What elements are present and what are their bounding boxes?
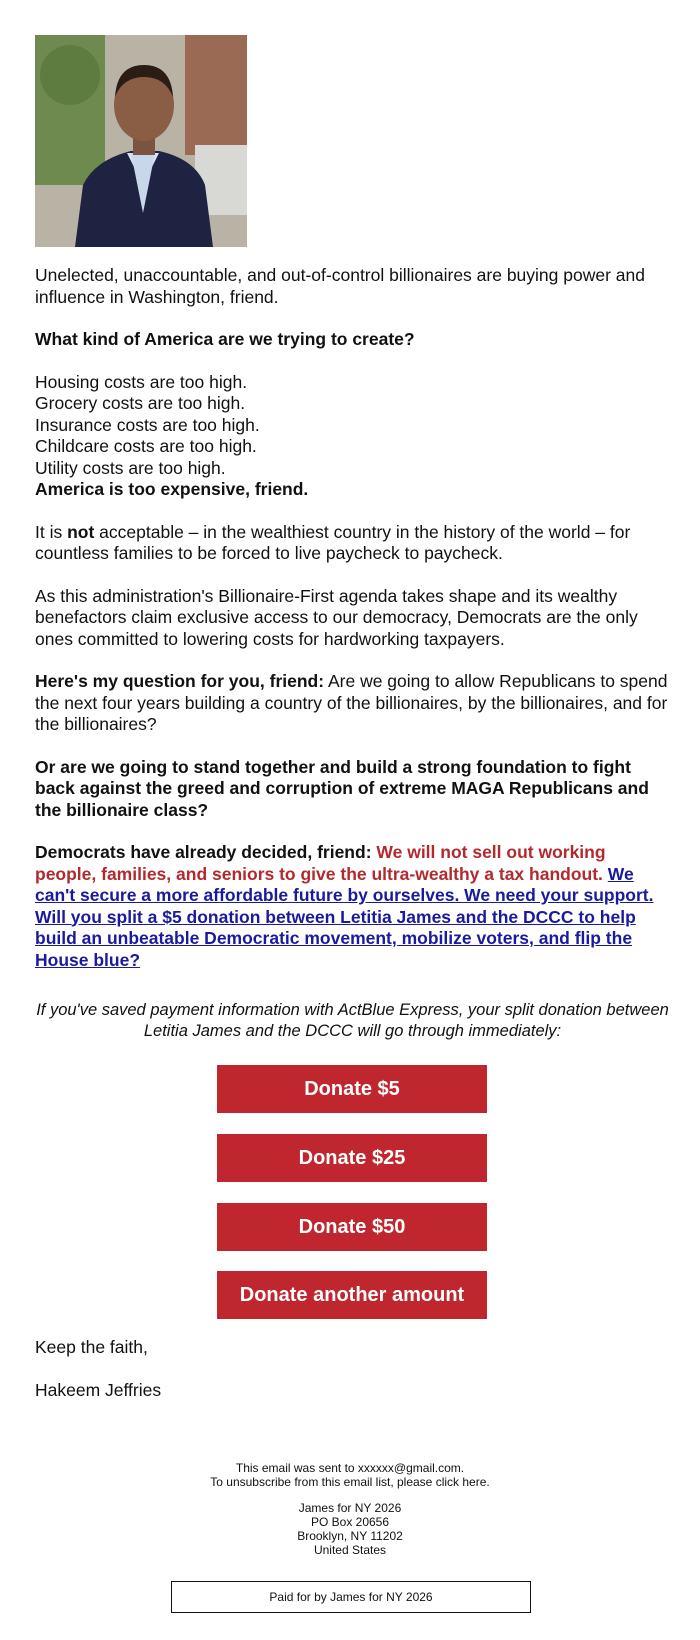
cost-line: Utility costs are too high. [35,457,226,478]
actblue-express-note: If you've saved payment information with ActBlue Express, your split donation between Letitia James and the DCCC will go through immediately: [36,1001,669,1040]
paid-for-disclaimer: Paid for by James for NY 2026 [171,1581,531,1613]
address-line: United States [313,1543,387,1557]
closing-text: Keep the faith, [35,1337,148,1357]
donate-5-button[interactable]: Donate $5 [217,1065,487,1113]
paycheck-paragraph: It is not acceptable – in the wealthiest country in the history of the world – for countless families to be forced to live paycheck to paycheck. [35,521,631,563]
donate-50-button[interactable]: Donate $50 [217,1203,487,1251]
signoff [35,1337,435,1423]
unsubscribe-link[interactable]: To unsubscribe from this email list, please click here. [210,1475,490,1489]
tax-handout-text: We will not sell out working people, families, and seniors to give the ultra-wealthy a tax handout. [35,842,606,884]
too-expensive-line: America is too expensive, friend. [35,479,309,499]
administration-paragraph: As this administration's Billionaire-First agenda takes shape and its wealthy benefactors claim exclusive access to our democracy, Democrats are the only ones committed to lowering costs for hardworking taxpayers. [35,585,638,649]
address-line: PO Box 20656 [310,1515,390,1529]
signature-name: Hakeem Jeffries [35,1380,162,1400]
split-donation-link[interactable]: We can't secure a more affordable future by ourselves. We need your support. Will you split a $5 donation between Letitia James and the DCCC to help build an unbeatable Democratic movement, mobilize voters, and flip the House blue? [35,863,654,970]
cost-line: Insurance costs are too high. [35,414,260,435]
costs-list [35,372,670,501]
intro-paragraph: Unelected, unaccountable, and out-of-control billionaires are buying power and influence in Washington, friend. [35,265,645,307]
decided-paragraph: Democrats have already decided, friend: We will not sell out working people, families, and seniors to give the ultra-wealthy a tax handout. We can't secure a more affordable future by ourselves. We need your support. Will you split a $5 donation between Letitia James and the DCCC to help build an unbeatable Democratic movement, mobilize voters, and flip the House blue? [35,842,654,970]
donate-25-button[interactable]: Donate $25 [217,1134,487,1182]
question-heading: What kind of America are we trying to create? [35,329,415,349]
email-footer [0,1461,700,1557]
candidate-photo [35,35,247,247]
cost-line: Childcare costs are too high. [35,436,257,456]
donate-other-amount-button[interactable]: Donate another amount [217,1271,487,1319]
cost-line: Housing costs are too high. [35,371,248,392]
email-body [35,265,670,992]
stand-together-paragraph: Or are we going to stand together and build a strong foundation to fight back against the greed and corruption of extreme MAGA Republicans and the billionaire class? [35,756,649,820]
cost-line: Grocery costs are too high. [35,393,246,413]
sent-to-text: This email was sent to xxxxxx@gmail.com. [235,1461,465,1475]
address-line: James for NY 2026 [298,1501,402,1515]
question-paragraph: Here's my question for you, friend: Are we going to allow Republicans to spend the next four years building a country of the billionaires, by the billionaires, and for the billionaires? [35,671,668,734]
address-line: Brooklyn, NY 11202 [297,1529,403,1543]
